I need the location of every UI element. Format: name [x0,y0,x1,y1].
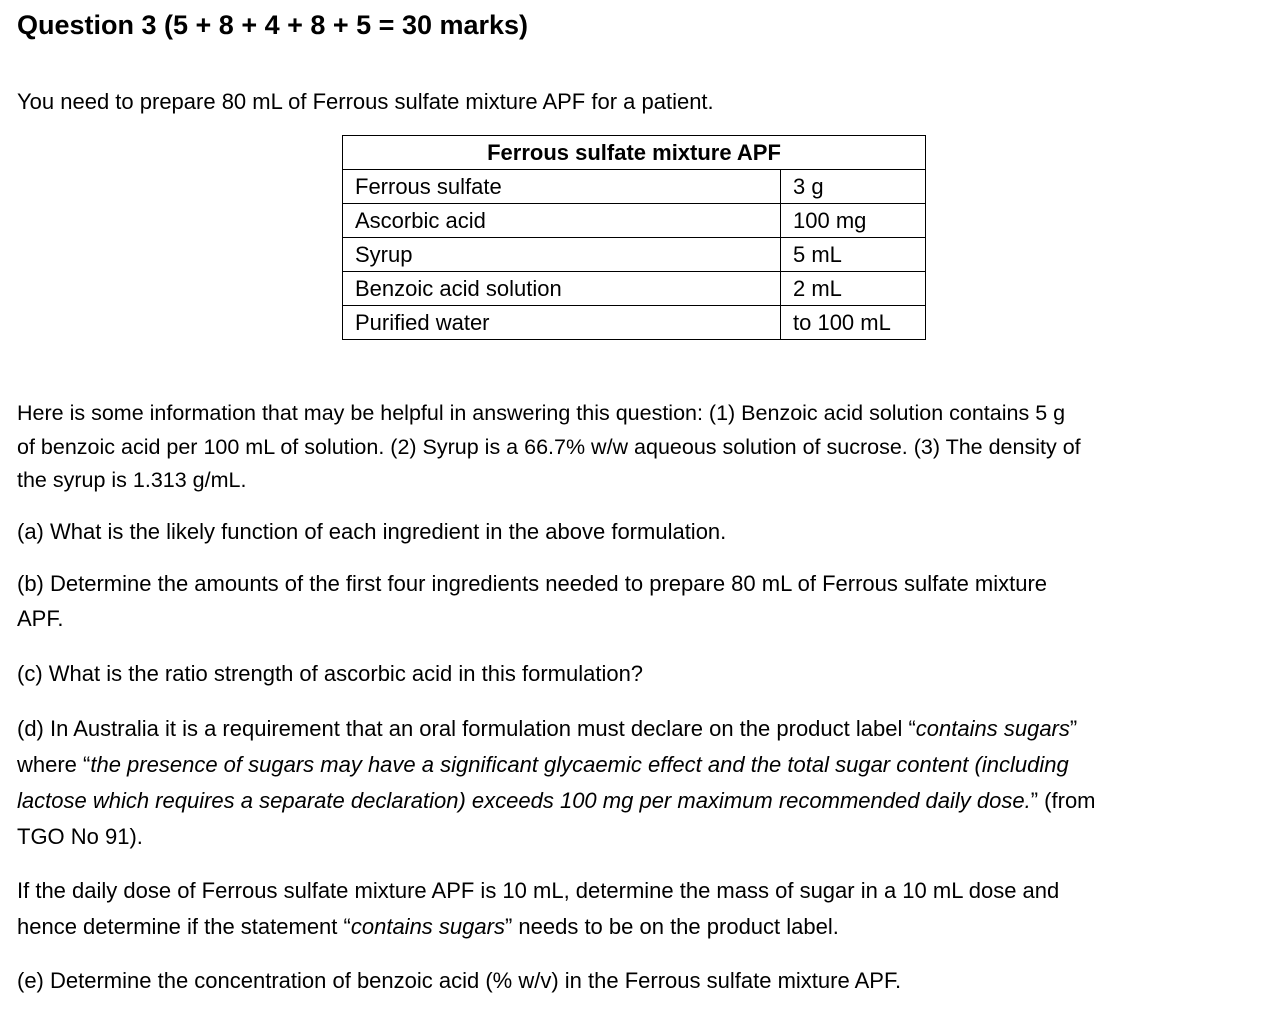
info-line: of benzoic acid per 100 mL of solution. (2) Syrup is a 66.7% w/w aqueous solution of sucrose. (3) The density of [17,434,1081,459]
table-row [343,272,926,306]
amount-cell: 2 mL [781,272,926,306]
helpful-information [17,397,1257,498]
part-b-line: (b) Determine the amounts of the first four ingredients needed to prepare 80 mL of Ferrous sulfate mixture [17,571,1048,596]
table-title-row [343,136,926,170]
ingredient-cell: Ferrous sulfate [343,170,781,204]
part-d-emphasis: lactose which requires a separate declaration) exceeds 100 mg per maximum recommended daily dose. [17,788,1031,813]
part-d-line [17,783,1257,819]
table-row [343,204,926,238]
table-title: Ferrous sulfate mixture APF [343,136,926,170]
part-b-question [17,566,1257,636]
ingredient-cell: Ascorbic acid [343,204,781,238]
part-d-text: ” (from [1030,788,1096,813]
part-d-dose-emphasis: contains sugars [350,914,505,939]
part-d-line [17,747,1257,783]
part-d-dose-text: ” needs to be on the product label. [504,914,839,939]
part-d-text: where “ [17,752,91,777]
part-b-line: APF. [17,606,64,631]
ingredient-cell: Purified water [343,306,781,340]
part-d-dose-line: If the daily dose of Ferrous sulfate mixture APF is 10 mL, determine the mass of sugar in a 10 mL dose and [17,878,1060,903]
amount-cell: 5 mL [781,238,926,272]
part-d-text: (d) In Australia it is a requirement that an oral formulation must declare on the product label “ [17,716,916,741]
question-heading: Question 3 (5 + 8 + 4 + 8 + 5 = 30 marks) [17,10,529,40]
part-d-emphasis: contains sugars [915,716,1070,741]
info-line: the syrup is 1.313 g/mL. [17,468,247,492]
part-d-dose-line [17,909,1257,945]
part-a-question: (a) What is the likely function of each ingredient in the above formulation. [17,519,727,544]
formula-table [342,135,926,340]
part-d-question [17,711,1257,855]
part-c-question: (c) What is the ratio strength of ascorbic acid in this formulation? [17,661,644,686]
info-line: Here is some information that may be helpful in answering this question: (1) Benzoic acid solution contains 5 g [17,401,1066,425]
table-row [343,306,926,340]
amount-cell: 3 g [781,170,926,204]
amount-cell: 100 mg [781,204,926,238]
part-e-question: (e) Determine the concentration of benzoic acid (% w/v) in the Ferrous sulfate mixture APF. [17,968,902,993]
table-row [343,170,926,204]
part-d-emphasis: the presence of sugars may have a significant glycaemic effect and the total sugar content (including [90,752,1069,777]
ingredient-cell: Benzoic acid solution [343,272,781,306]
table-row [343,238,926,272]
intro-text: You need to prepare 80 mL of Ferrous sulfate mixture APF for a patient. [17,89,714,114]
part-d-dose-text: hence determine if the statement “ [17,914,351,939]
ingredient-cell: Syrup [343,238,781,272]
part-d-line [17,711,1257,747]
part-d-dose-question [17,873,1257,945]
amount-cell: to 100 mL [781,306,926,340]
part-d-line: TGO No 91). [17,824,143,849]
part-d-text: ” [1069,716,1078,741]
